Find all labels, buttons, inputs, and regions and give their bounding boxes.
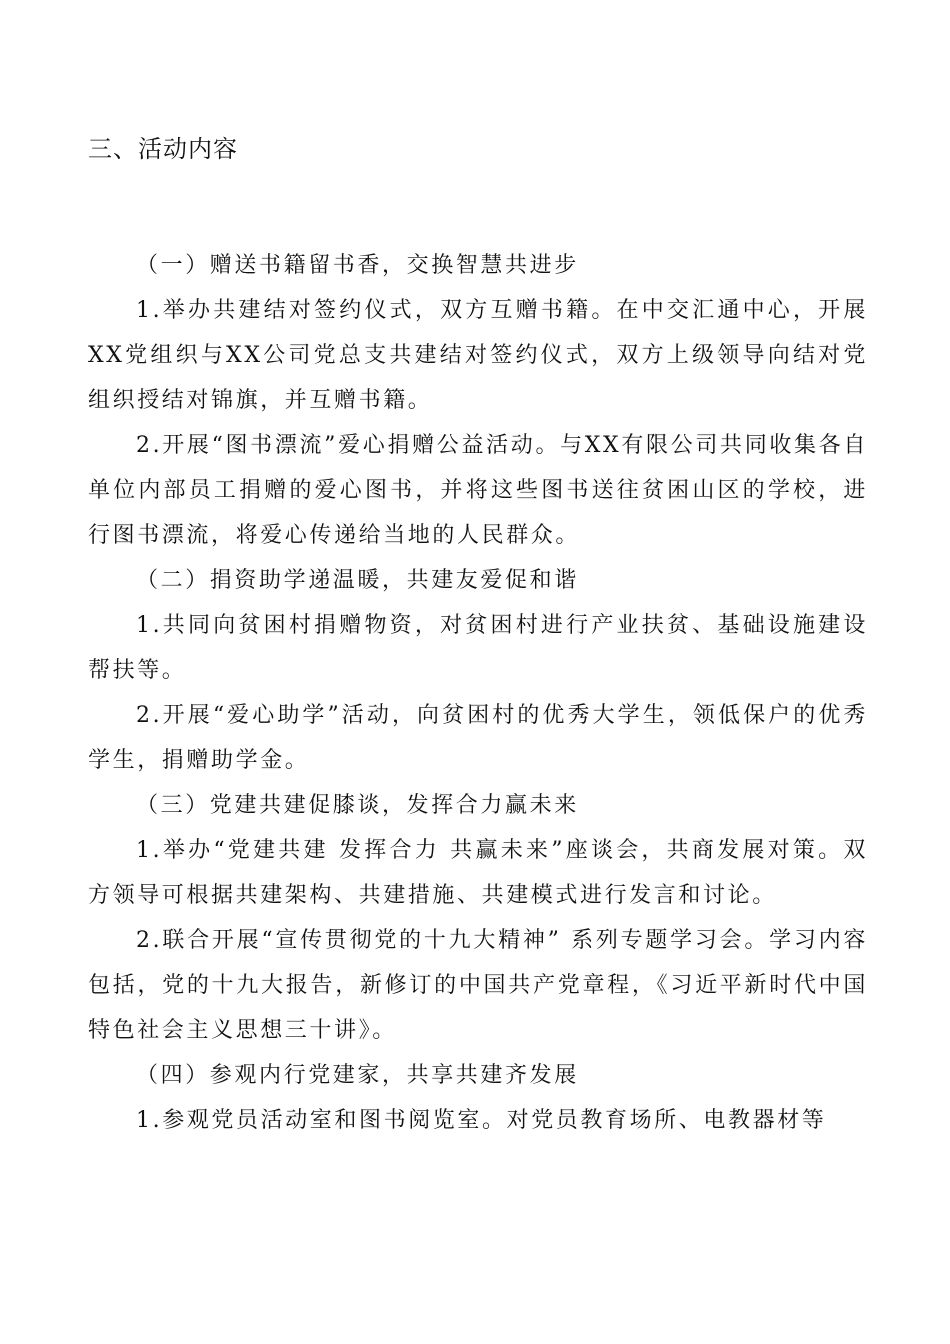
paragraph-4-1: 1.参观党员活动室和图书阅览室。对党员教育场所、电教器材等 <box>136 1108 827 1133</box>
paragraph-2-2: 2.开展“爱心助学”活动，向贫困村的优秀大学生，领低保户的优秀学生，捐赠助学金。 <box>88 703 868 773</box>
paragraph-2-1: 1.共同向贫困村捐赠物资，对贫困村进行产业扶贫、基础设施建设帮扶等。 <box>88 613 868 683</box>
subsection-heading-4: （四）参观内行党建家，共享共建齐发展 <box>136 1063 579 1088</box>
paragraph-1-2: 2.开展“图书漂流”爱心捐赠公益活动。与XX有限公司共同收集各自单位内部员工捐赠的爱心图书，并将这些图书送往贫困山区的学校，进行图书漂流，将爱心传递给当地的人民群众。 <box>88 433 868 548</box>
paragraph-3-1: 1.举办“党建共建 发挥合力 共赢未来”座谈会，共商发展对策。双方领导可根据共建架构、共建措施、共建模式进行发言和讨论。 <box>88 838 868 908</box>
paragraph-1-1: 1.举办共建结对签约仪式，双方互赠书籍。在中交汇通中心，开展XX党组织与XX公司党总支共建结对签约仪式，双方上级领导向结对党组织授结对锦旗，并互赠书籍。 <box>88 298 868 413</box>
subsection-heading-2: （二）捐资助学递温暖，共建友爱促和谐 <box>136 568 579 593</box>
paragraph-3-2: 2.联合开展“宣传贯彻党的十九大精神” 系列专题学习会。学习内容包括，党的十九大报告，新修订的中国共产党章程，《习近平新时代中国特色社会主义思想三十讲》。 <box>88 928 868 1043</box>
section-title: 三、活动内容 <box>88 135 238 163</box>
document-body <box>88 243 868 1143</box>
subsection-heading-1: （一）赠送书籍留书香，交换智慧共进步 <box>136 253 579 278</box>
subsection-heading-3: （三）党建共建促膝谈，发挥合力赢未来 <box>136 793 579 818</box>
